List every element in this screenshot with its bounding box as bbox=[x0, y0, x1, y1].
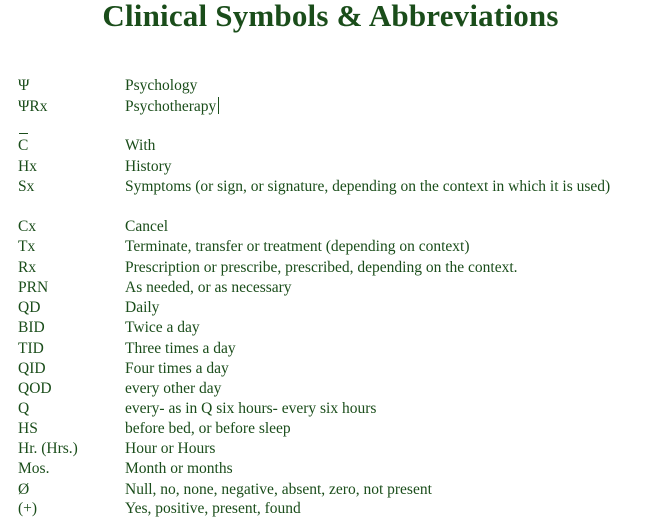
definition: Symptoms (or sign, or signature, depending on the context in which it is used) bbox=[125, 178, 611, 195]
abbreviation: Mos. bbox=[18, 460, 50, 477]
abbreviation: HS bbox=[18, 420, 38, 437]
definition: Cancel bbox=[125, 218, 169, 235]
abbreviation: Ψ bbox=[18, 77, 30, 94]
definition: Hour or Hours bbox=[125, 440, 216, 457]
definition: Psychotherapy bbox=[125, 98, 217, 115]
definition: History bbox=[125, 158, 172, 175]
abbreviation: Sx bbox=[18, 178, 35, 195]
abbreviation: ΨRx bbox=[18, 98, 48, 115]
definition: As needed, or as necessary bbox=[125, 279, 292, 296]
definition: every- as in Q six hours- every six hours bbox=[125, 400, 377, 417]
definition: Month or months bbox=[125, 460, 233, 477]
text-cursor bbox=[218, 97, 219, 114]
definition: Daily bbox=[125, 299, 160, 316]
abbreviation: Ø bbox=[18, 481, 30, 498]
definition: Three times a day bbox=[125, 340, 236, 357]
abbreviation: BID bbox=[18, 319, 45, 336]
abbreviation: (+) bbox=[18, 500, 38, 517]
abbreviation: Q bbox=[18, 400, 30, 417]
abbreviation: QID bbox=[18, 360, 46, 377]
definition-with-cursor[interactable] bbox=[125, 97, 645, 117]
abbreviation: TID bbox=[18, 340, 44, 357]
definition: Terminate, transfer or treatment (depending on context) bbox=[125, 238, 470, 255]
abbreviation: Rx bbox=[18, 259, 37, 276]
page-title: Clinical Symbols & Abbreviations bbox=[102, 0, 559, 33]
abbreviation: QD bbox=[18, 299, 41, 316]
definition: Four times a day bbox=[125, 360, 229, 377]
abbreviation: Cx bbox=[18, 218, 37, 235]
definition: before bed, or before sleep bbox=[125, 420, 291, 437]
abbreviation: Tx bbox=[18, 238, 36, 255]
definition: With bbox=[125, 137, 156, 154]
definition: Prescription or prescribe, prescribed, depending on the context. bbox=[125, 259, 518, 276]
definition: Null, no, none, negative, absent, zero, not present bbox=[125, 481, 432, 498]
definition: Psychology bbox=[125, 77, 198, 94]
definition: every other day bbox=[125, 380, 222, 397]
abbreviation: Hr. (Hrs.) bbox=[18, 440, 78, 457]
definition: Twice a day bbox=[125, 319, 200, 336]
c-bar-symbol: C bbox=[18, 137, 29, 154]
abbreviation bbox=[18, 136, 28, 156]
definition: Yes, positive, present, found bbox=[125, 500, 301, 517]
abbreviation: PRN bbox=[18, 279, 49, 296]
abbreviation: QOD bbox=[18, 380, 52, 397]
abbreviation: Hx bbox=[18, 158, 37, 175]
